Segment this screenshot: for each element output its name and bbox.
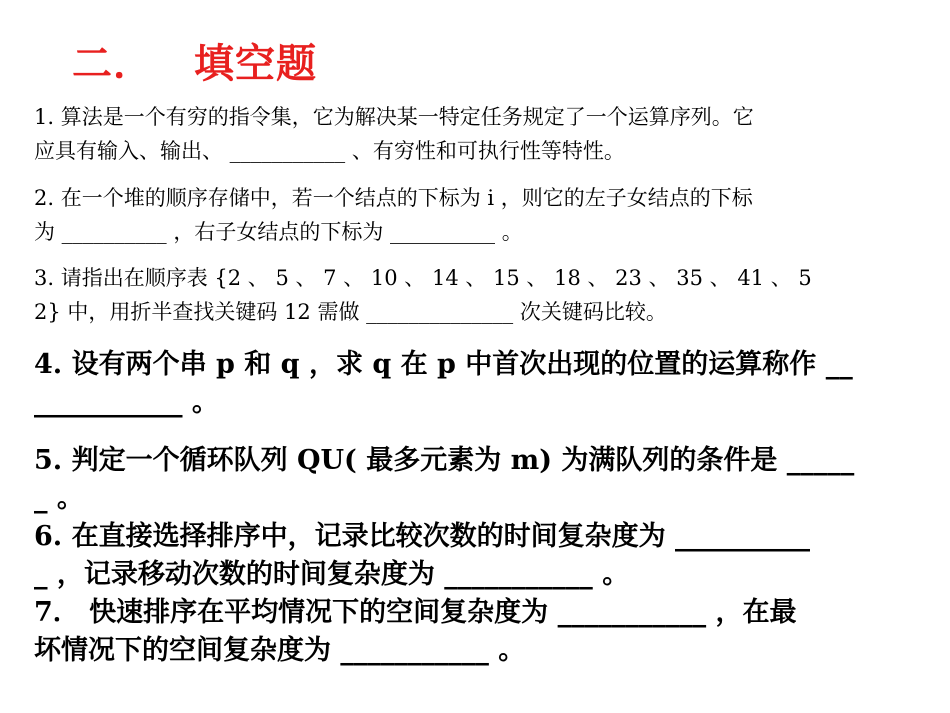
section-number: 二． [72, 40, 154, 87]
question-line: _ ，记录移动次数的时间复杂度为 ___________ 。 [34, 559, 630, 590]
question-line: 7． 快速排序在平均情况下的空间复杂度为 ___________ ，在最 [34, 597, 797, 628]
question-2 [34, 181, 939, 249]
question-line: 6. 在直接选择排序中，记录比较次数的时间复杂度为 __________ [34, 521, 810, 552]
question-line: 1. 算法是一个有穷的指令集，它为解决某一特定任务规定了一个运算序列。它 [34, 105, 754, 129]
section-heading [72, 32, 317, 89]
question-7 [34, 594, 939, 670]
question-line: 3. 请指出在顺序表 {2 、 5 、 7 、 10 、 14 、 15 、 18 、 23 、 35 、 41 、 5 [34, 266, 812, 290]
question-line: 2. 在一个堆的顺序存储中，若一个结点的下标为 i ，则它的左子女结点的下标 [34, 186, 753, 210]
section-title: 填空题 [194, 40, 317, 87]
question-line: 2} 中，用折半查找关键码 12 需做 ______________ 次关键码比较。 [34, 300, 667, 324]
question-line: 5. 判定一个循环队列 QU( 最多元素为 m) 为满队列的条件是 _____ [34, 445, 855, 476]
question-line: ___________ 。 [34, 387, 219, 418]
question-1 [34, 100, 939, 168]
question-3 [34, 261, 939, 329]
question-line: 为 __________ ，右子女结点的下标为 __________ 。 [34, 220, 523, 244]
question-6 [34, 518, 939, 594]
question-4 [34, 346, 939, 422]
question-line: 4. 设有两个串 p 和 q ，求 q 在 p 中首次出现的位置的运算称作 __ [34, 349, 853, 380]
question-5 [34, 442, 939, 518]
question-line: 应具有输入、输出、 ___________ 、有穷性和可执行性等特性。 [34, 139, 625, 163]
question-line: 坏情况下的空间复杂度为 ___________ 。 [34, 635, 526, 666]
question-line: _ 。 [34, 483, 84, 514]
